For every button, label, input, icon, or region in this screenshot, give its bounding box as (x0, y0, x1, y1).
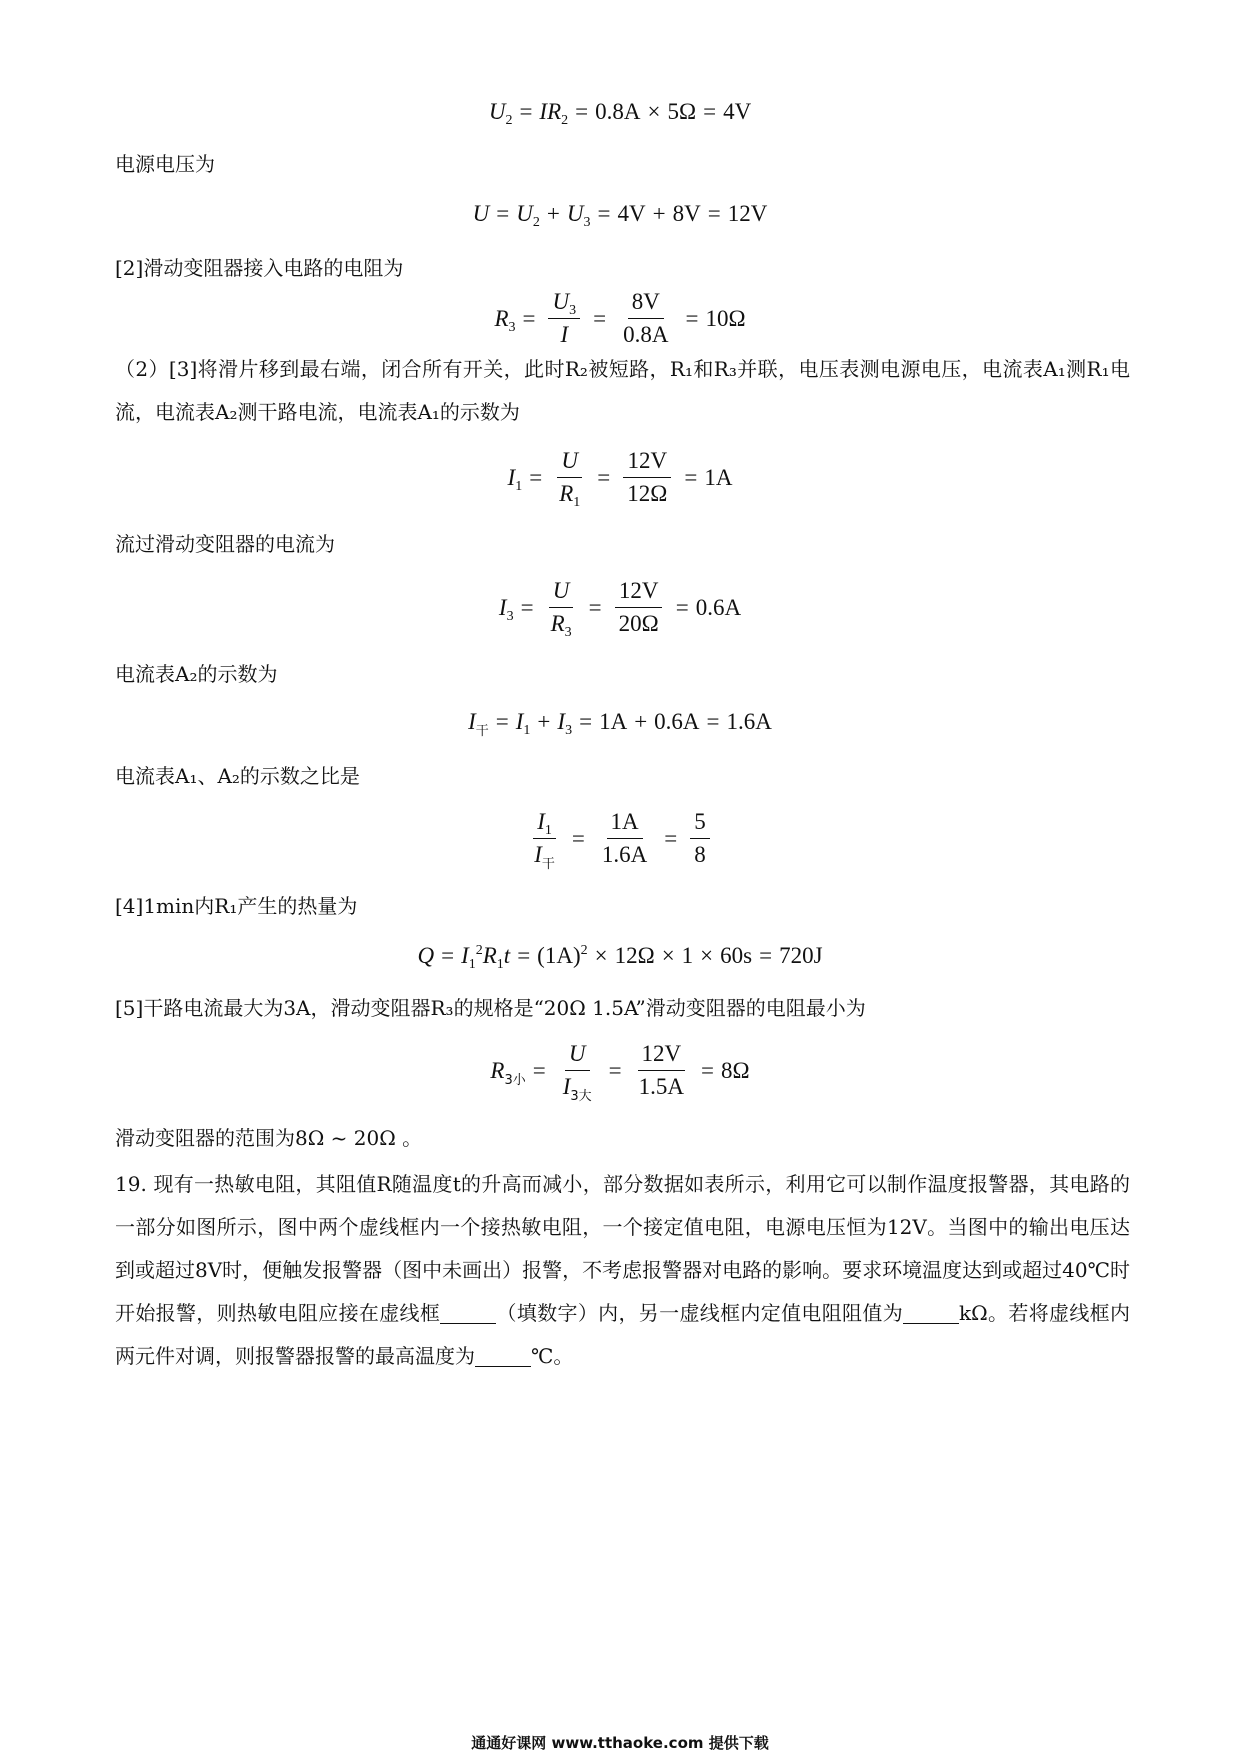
page-footer: 通通好课网 www.tthaoke.com 提供下载 (471, 1734, 769, 1752)
equation-i3: $I_3$ = $\frac{U}{R_3}$ = $\frac{12V}{20\Omega}$ = 0.6A (498, 578, 742, 640)
answer-blank-2[interactable] (903, 1303, 959, 1324)
text-ratio: 电流表A₁、A₂的示数之比是 (115, 764, 360, 788)
question-19-part1: 19. 现有一热敏电阻，其阻值R随温度t的升高而减小，部分数据如表所示，利用它可以制作温度报警器，其电路的一部分如图所示，图中两个虚线框内一个接热敏电阻，一个接定值电阻，电源电压恒为12V。当图中的输出电压达到或超过8V时，便触发报警器（图中未画出）报警，不考虑报警器对电路的影响。要求环境温度达到或超过40℃时开始报警，则热敏电阻应接在虚线框 (115, 1172, 1130, 1325)
question-19 (115, 1163, 1130, 1378)
question-19-part3: kΩ。若将虚线框内两元件对调，则报警器报警的最高温度为 (115, 1301, 1131, 1368)
answer-blank-3[interactable] (475, 1346, 531, 1367)
text-heat: [4]1min内R₁产生的热量为 (115, 894, 358, 918)
question-19-part4: ℃。 (531, 1344, 574, 1368)
equation-u: U = $U_2$ + $U_3$ = 4V + 8V = 12V (472, 201, 768, 230)
equation-heat: Q = $I_1^2R_1t$ = $(1A)^2$ × 12Ω × 1 × 60s = 720J (417, 943, 823, 972)
paragraph-section-3: （2）[3]将滑片移到最右端，闭合所有开关，此时R₂被短路，R₁和R₃并联，电压表测电源电压，电流表A₁测R₁电流，电流表A₂测干路电流，电流表A₁的示数为 (115, 357, 1130, 424)
answer-blank-1[interactable] (440, 1303, 496, 1324)
equation-ratio: $\frac{I_1}{I_干}$ = $\frac{1A}{1.6A}$ = $\frac{5}{8}$ (0, 808, 1240, 869)
text-current-rheostat: 流过滑动变阻器的电流为 (115, 532, 335, 556)
question-19-part2: （填数字）内，另一虚线框内定值电阻阻值为 (496, 1301, 904, 1325)
equation-r3-min: $R_{3小}$ = $\frac{U}{I_{3大}}$ = $\frac{12V}{1.5A}$ = 8Ω (490, 1041, 750, 1104)
equation-r3: $R_3$ = $\frac{U_3}{I}$ = $\frac{8V}{0.8A}$ = 10Ω (494, 289, 746, 347)
text-a2-reading: 电流表A₂的示数为 (115, 662, 278, 686)
text-range: 滑动变阻器的范围为8Ω ~ 20Ω 。 (115, 1126, 423, 1150)
equation-u2: $U_2$ = $IR_2$ = 0.8A × 5Ω = 4V (488, 99, 752, 128)
text-source-voltage: 电源电压为 (115, 152, 215, 176)
equation-i1: $I_1$ = $\frac{U}{R_1}$ = $\frac{12V}{12\Omega}$ = 1A (507, 448, 733, 510)
equation-i-total: $I_干$ = $I_1$ + $I_3$ = 1A + 0.6A = 1.6A (468, 709, 772, 739)
text-section-5: [5]干路电流最大为3A，滑动变阻器R₃的规格是“20Ω 1.5A”滑动变阻器的电阻最小为 (115, 996, 866, 1020)
text-section-2: [2]滑动变阻器接入电路的电阻为 (115, 256, 404, 280)
